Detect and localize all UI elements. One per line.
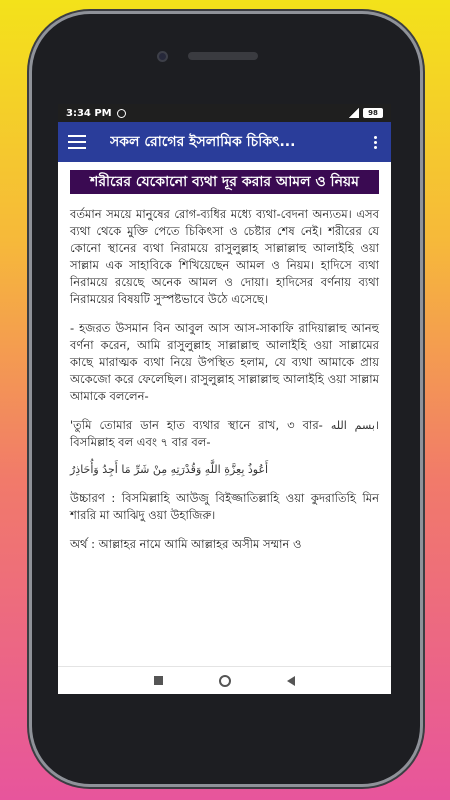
status-bar — [58, 104, 391, 122]
app-bar — [58, 122, 391, 162]
article-paragraph-3 — [70, 417, 379, 451]
earpiece-speaker — [188, 52, 258, 60]
pronunciation-paragraph: উচ্চারণ : বিসমিল্লাহি আউজু বিইজ্জাতিল্লাহি ওয়া কুদরাতিহি মিন শাররি মা আঝিদু ওয়া উহাজিরু। — [70, 491, 379, 522]
article-paragraph-2: - হজরত উসমান বিন আবুল আস আস-সাকাফি রাদিয়াল্লাহু আনহু বর্ণনা করেন, আমি রাসুলুল্লাহ সাল্লাল্লাহু আলাইহি ওয়া সাল্লামের কাছে মারাত্মক ব্যথা নিয়ে উপস্থিত হলাম, যে ব্যথা আমাকে প্রায় অকেজো করে ফেলেছিল। রাসুলুল্লাহ সাল্লাল্লাহু আলাইহি ওয়া সাল্লাম আমাকে বললেন- — [70, 321, 379, 403]
phone-screen — [58, 104, 391, 694]
instruction-text-end: । বিসমিল্লাহ বল এবং ৭ বার বল- — [70, 418, 380, 449]
status-time: 3:34 PM — [66, 107, 112, 119]
signal-icon — [349, 108, 359, 118]
arabic-dua: أَعُوذُ بِعِزَّةِ اللَّهِ وَقُدْرَتِهِ مِنْ شَرِّ مَا أَجِدُ وَأُحَاذِرُ — [70, 463, 269, 476]
article-paragraph-1: বর্তমান সময়ে মানুষের রোগ-ব্যধির মধ্যে ব্যথা-বেদনা অন্যতম। এসব ব্যথা থেকে মুক্তি পেতে চিকিৎসা ও চেষ্টার শেষ নেই। শরীরের যে কোনো স্থানের ব্যথা নিরাময়ে রাসুলুল্লাহ সাল্লাল্লাহু আলাইহি ওয়া সাল্লাম এক সাহাবিকে শিখিয়েছেন আমল ও নিয়ম। হাদিসে ব্যথা নিরাময়ে রয়েছে অনেক আমল ও দোয়া। হাদিসের বর্ণনায় ব্যথা নিরাময়ের বিষয়টি সুস্পষ্টভাবে উঠে এসেছে। — [70, 207, 379, 306]
instruction-text-start: 'তুমি তোমার ডান হাত ব্যথার স্থানে রাখ, ৩ বার- — [70, 418, 331, 432]
hamburger-menu-icon[interactable] — [68, 135, 86, 149]
article-heading: শরীরের যেকোনো ব্যথা দূর করার আমল ও নিয়ম — [70, 170, 379, 194]
app-title: সকল রোগের ইসলামিক চিকিৎ... — [110, 134, 296, 150]
battery-icon: 98 — [363, 108, 383, 118]
power-button — [420, 188, 424, 258]
alarm-icon — [117, 109, 126, 118]
bismillah-arabic: بسم الله — [330, 419, 375, 432]
meaning-paragraph: অর্থ : আল্লাহর নামে আমি আল্লাহর অসীম সম্মান ও — [70, 537, 302, 551]
home-icon[interactable] — [219, 675, 231, 687]
front-camera-icon — [157, 51, 168, 62]
back-icon[interactable] — [287, 676, 295, 686]
more-options-icon[interactable] — [369, 136, 381, 149]
article-content — [58, 162, 391, 553]
navigation-bar — [58, 666, 391, 694]
recent-apps-icon[interactable] — [154, 676, 163, 685]
